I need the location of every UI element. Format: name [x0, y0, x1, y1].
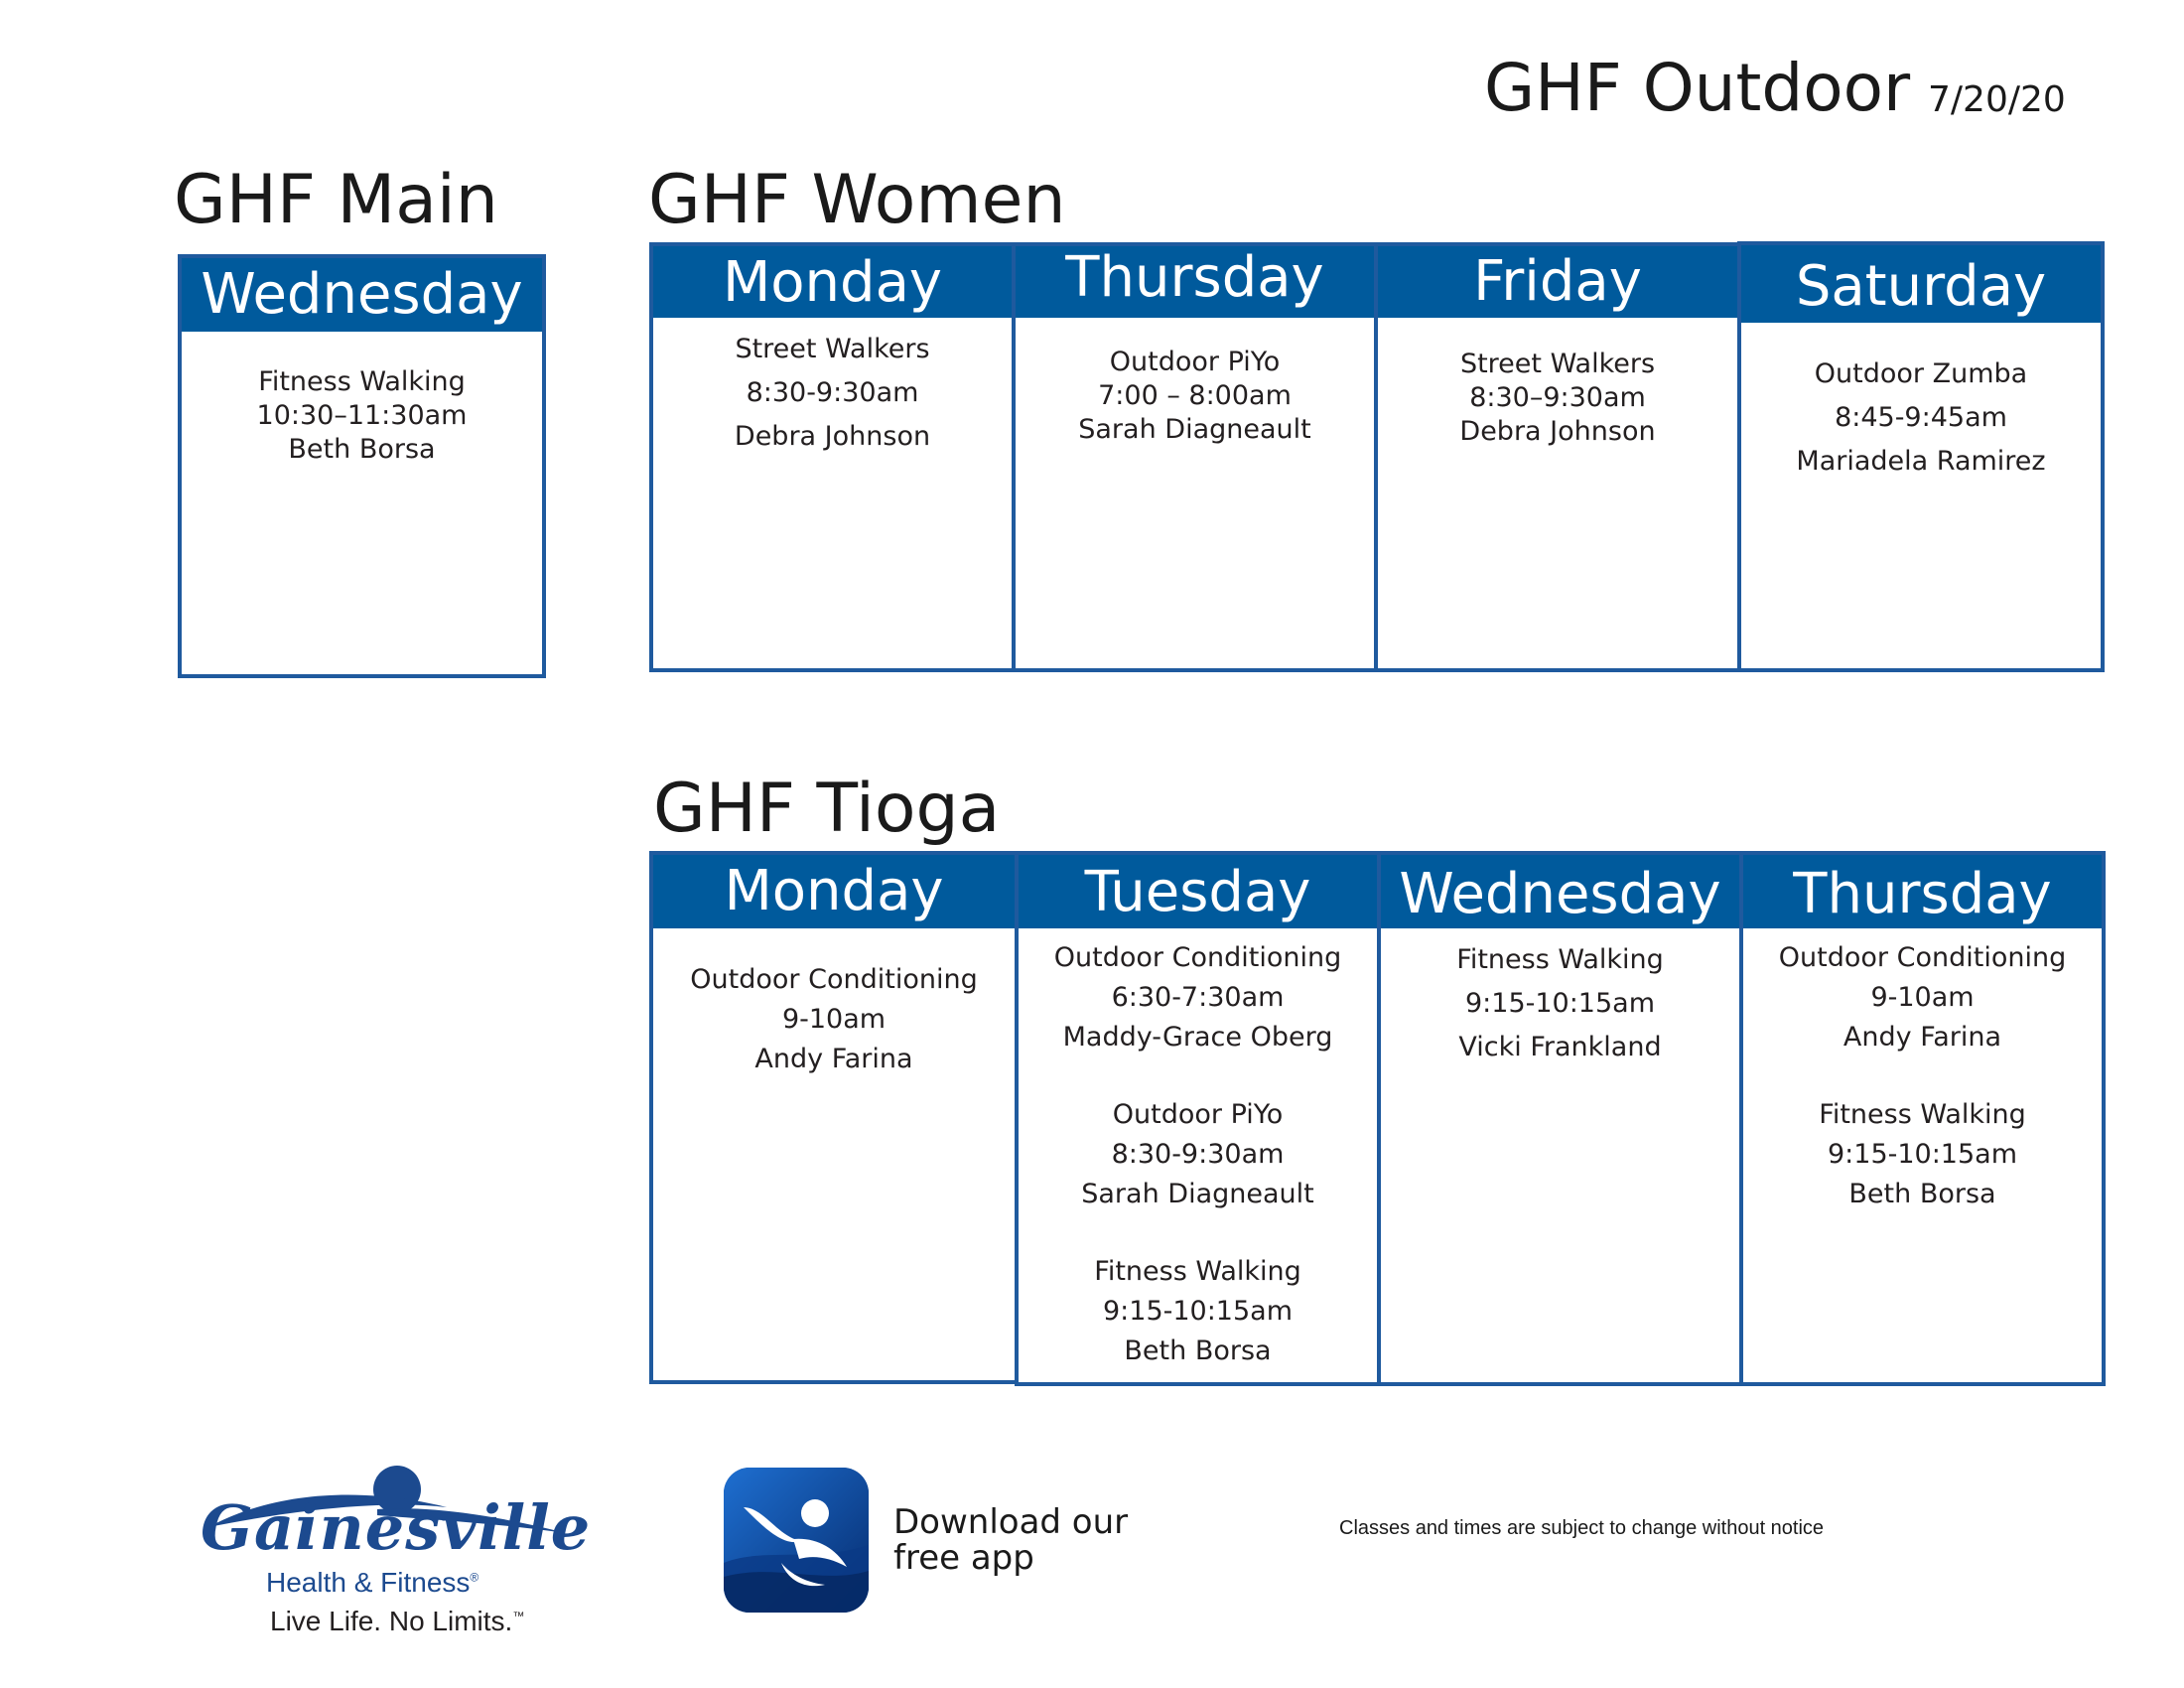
class-time: 8:30–9:30am — [1469, 382, 1646, 413]
class-instructor: Beth Borsa — [1848, 1179, 1996, 1209]
class-instructor: Debra Johnson — [1459, 416, 1656, 447]
class-time: 8:45-9:45am — [1835, 402, 2007, 433]
class-entry — [1016, 346, 1374, 447]
logo-tagline — [270, 1606, 524, 1637]
app-line-2: free app — [893, 1538, 1034, 1578]
day-header: Monday — [653, 246, 1012, 318]
class-entry — [653, 960, 1015, 1079]
card-body — [1381, 938, 1739, 1107]
class-name: Fitness Walking — [1456, 944, 1664, 975]
class-time: 8:30-9:30am — [746, 377, 919, 408]
registered-mark: ® — [470, 1570, 479, 1585]
class-name: Outdoor PiYo — [1112, 1099, 1284, 1130]
card-body — [182, 365, 542, 504]
women-saturday-card — [1737, 241, 2105, 672]
card-body — [1019, 938, 1377, 1409]
class-instructor: Beth Borsa — [1124, 1336, 1272, 1366]
day-header: Thursday — [1016, 246, 1374, 318]
trademark-mark: ™ — [512, 1609, 525, 1623]
card-body — [653, 960, 1015, 1117]
class-time: 8:30-9:30am — [1111, 1139, 1285, 1170]
class-entry — [1378, 348, 1737, 449]
class-name: Outdoor Conditioning — [1053, 942, 1342, 973]
class-instructor: Andy Farina — [1843, 1022, 2002, 1053]
class-instructor: Debra Johnson — [734, 421, 931, 452]
women-thursday-card — [1012, 242, 1378, 672]
main-wednesday-card — [178, 254, 546, 678]
app-runner-icon — [724, 1468, 869, 1613]
class-name: Outdoor Conditioning — [690, 964, 978, 995]
card-body — [1378, 348, 1737, 487]
section-title-women: GHF Women — [648, 161, 1066, 239]
section-title-main: GHF Main — [174, 161, 498, 239]
day-header: Monday — [653, 855, 1015, 928]
class-entry — [182, 365, 542, 467]
app-download-text[interactable] — [893, 1504, 1128, 1576]
tioga-thursday-card — [1739, 851, 2106, 1386]
class-time: 9:15-10:15am — [1827, 1139, 2018, 1170]
logo-tagline-text: Live Life. No Limits. — [270, 1606, 513, 1636]
class-entry — [1019, 1252, 1377, 1371]
class-entry — [1743, 938, 2102, 1057]
class-name: Outdoor Conditioning — [1778, 942, 2067, 973]
class-name: Outdoor Zumba — [1814, 358, 2028, 389]
class-entry — [1743, 1095, 2102, 1214]
women-monday-card — [649, 242, 1016, 672]
change-notice: Classes and times are subject to change without notice — [1339, 1517, 1825, 1539]
class-time: 9:15-10:15am — [1102, 1296, 1294, 1327]
class-instructor: Vicki Frankland — [1458, 1032, 1662, 1062]
day-header: Saturday — [1741, 245, 2101, 323]
class-instructor: Andy Farina — [754, 1044, 913, 1074]
card-body — [1743, 938, 2102, 1252]
class-entry — [653, 328, 1012, 459]
logo-subtitle — [266, 1567, 478, 1599]
tioga-tuesday-card — [1015, 851, 1381, 1386]
logo-wordmark: Gainesville — [201, 1491, 592, 1564]
class-time: 9-10am — [781, 1004, 887, 1035]
class-instructor: Mariadela Ramirez — [1796, 446, 2046, 477]
class-instructor: Sarah Diagneault — [1078, 414, 1311, 445]
class-name: Fitness Walking — [258, 366, 466, 397]
day-header: Thursday — [1743, 855, 2102, 928]
day-header: Friday — [1378, 246, 1737, 318]
class-time: 10:30–11:30am — [256, 400, 468, 431]
class-time: 9:15-10:15am — [1464, 988, 1656, 1019]
class-name: Fitness Walking — [1094, 1256, 1301, 1287]
page-title: GHF Outdoor — [1484, 50, 1911, 126]
tioga-monday-card — [649, 851, 1019, 1384]
section-title-tioga: GHF Tioga — [653, 770, 1001, 848]
class-entry — [1019, 938, 1377, 1057]
gainesville-logo — [199, 1450, 596, 1648]
app-line-1: Download our — [893, 1502, 1129, 1542]
logo-subtitle-text: Health & Fitness — [266, 1567, 471, 1598]
class-time: 6:30-7:30am — [1111, 982, 1285, 1013]
class-name: Street Walkers — [1459, 349, 1656, 379]
class-instructor: Beth Borsa — [288, 434, 436, 465]
class-name: Fitness Walking — [1819, 1099, 2026, 1130]
class-instructor: Maddy-Grace Oberg — [1062, 1022, 1333, 1053]
class-name: Outdoor PiYo — [1109, 347, 1281, 377]
app-icon[interactable] — [724, 1468, 869, 1613]
schedule-date: 7/20/20 — [1928, 79, 2066, 120]
class-entry — [1019, 1095, 1377, 1214]
class-name: Street Walkers — [735, 334, 930, 364]
card-body — [1741, 352, 2101, 521]
class-time: 9-10am — [1870, 982, 1975, 1013]
class-entry — [1381, 938, 1739, 1069]
day-header: Tuesday — [1019, 855, 1377, 928]
tioga-wednesday-card — [1377, 851, 1743, 1386]
card-body — [1016, 346, 1374, 485]
class-instructor: Sarah Diagneault — [1081, 1179, 1314, 1209]
day-header: Wednesday — [1381, 855, 1739, 928]
card-body — [653, 328, 1012, 496]
day-header: Wednesday — [182, 258, 542, 332]
class-entry — [1741, 352, 2101, 484]
women-friday-card — [1374, 242, 1741, 672]
class-time: 7:00 – 8:00am — [1098, 380, 1292, 411]
